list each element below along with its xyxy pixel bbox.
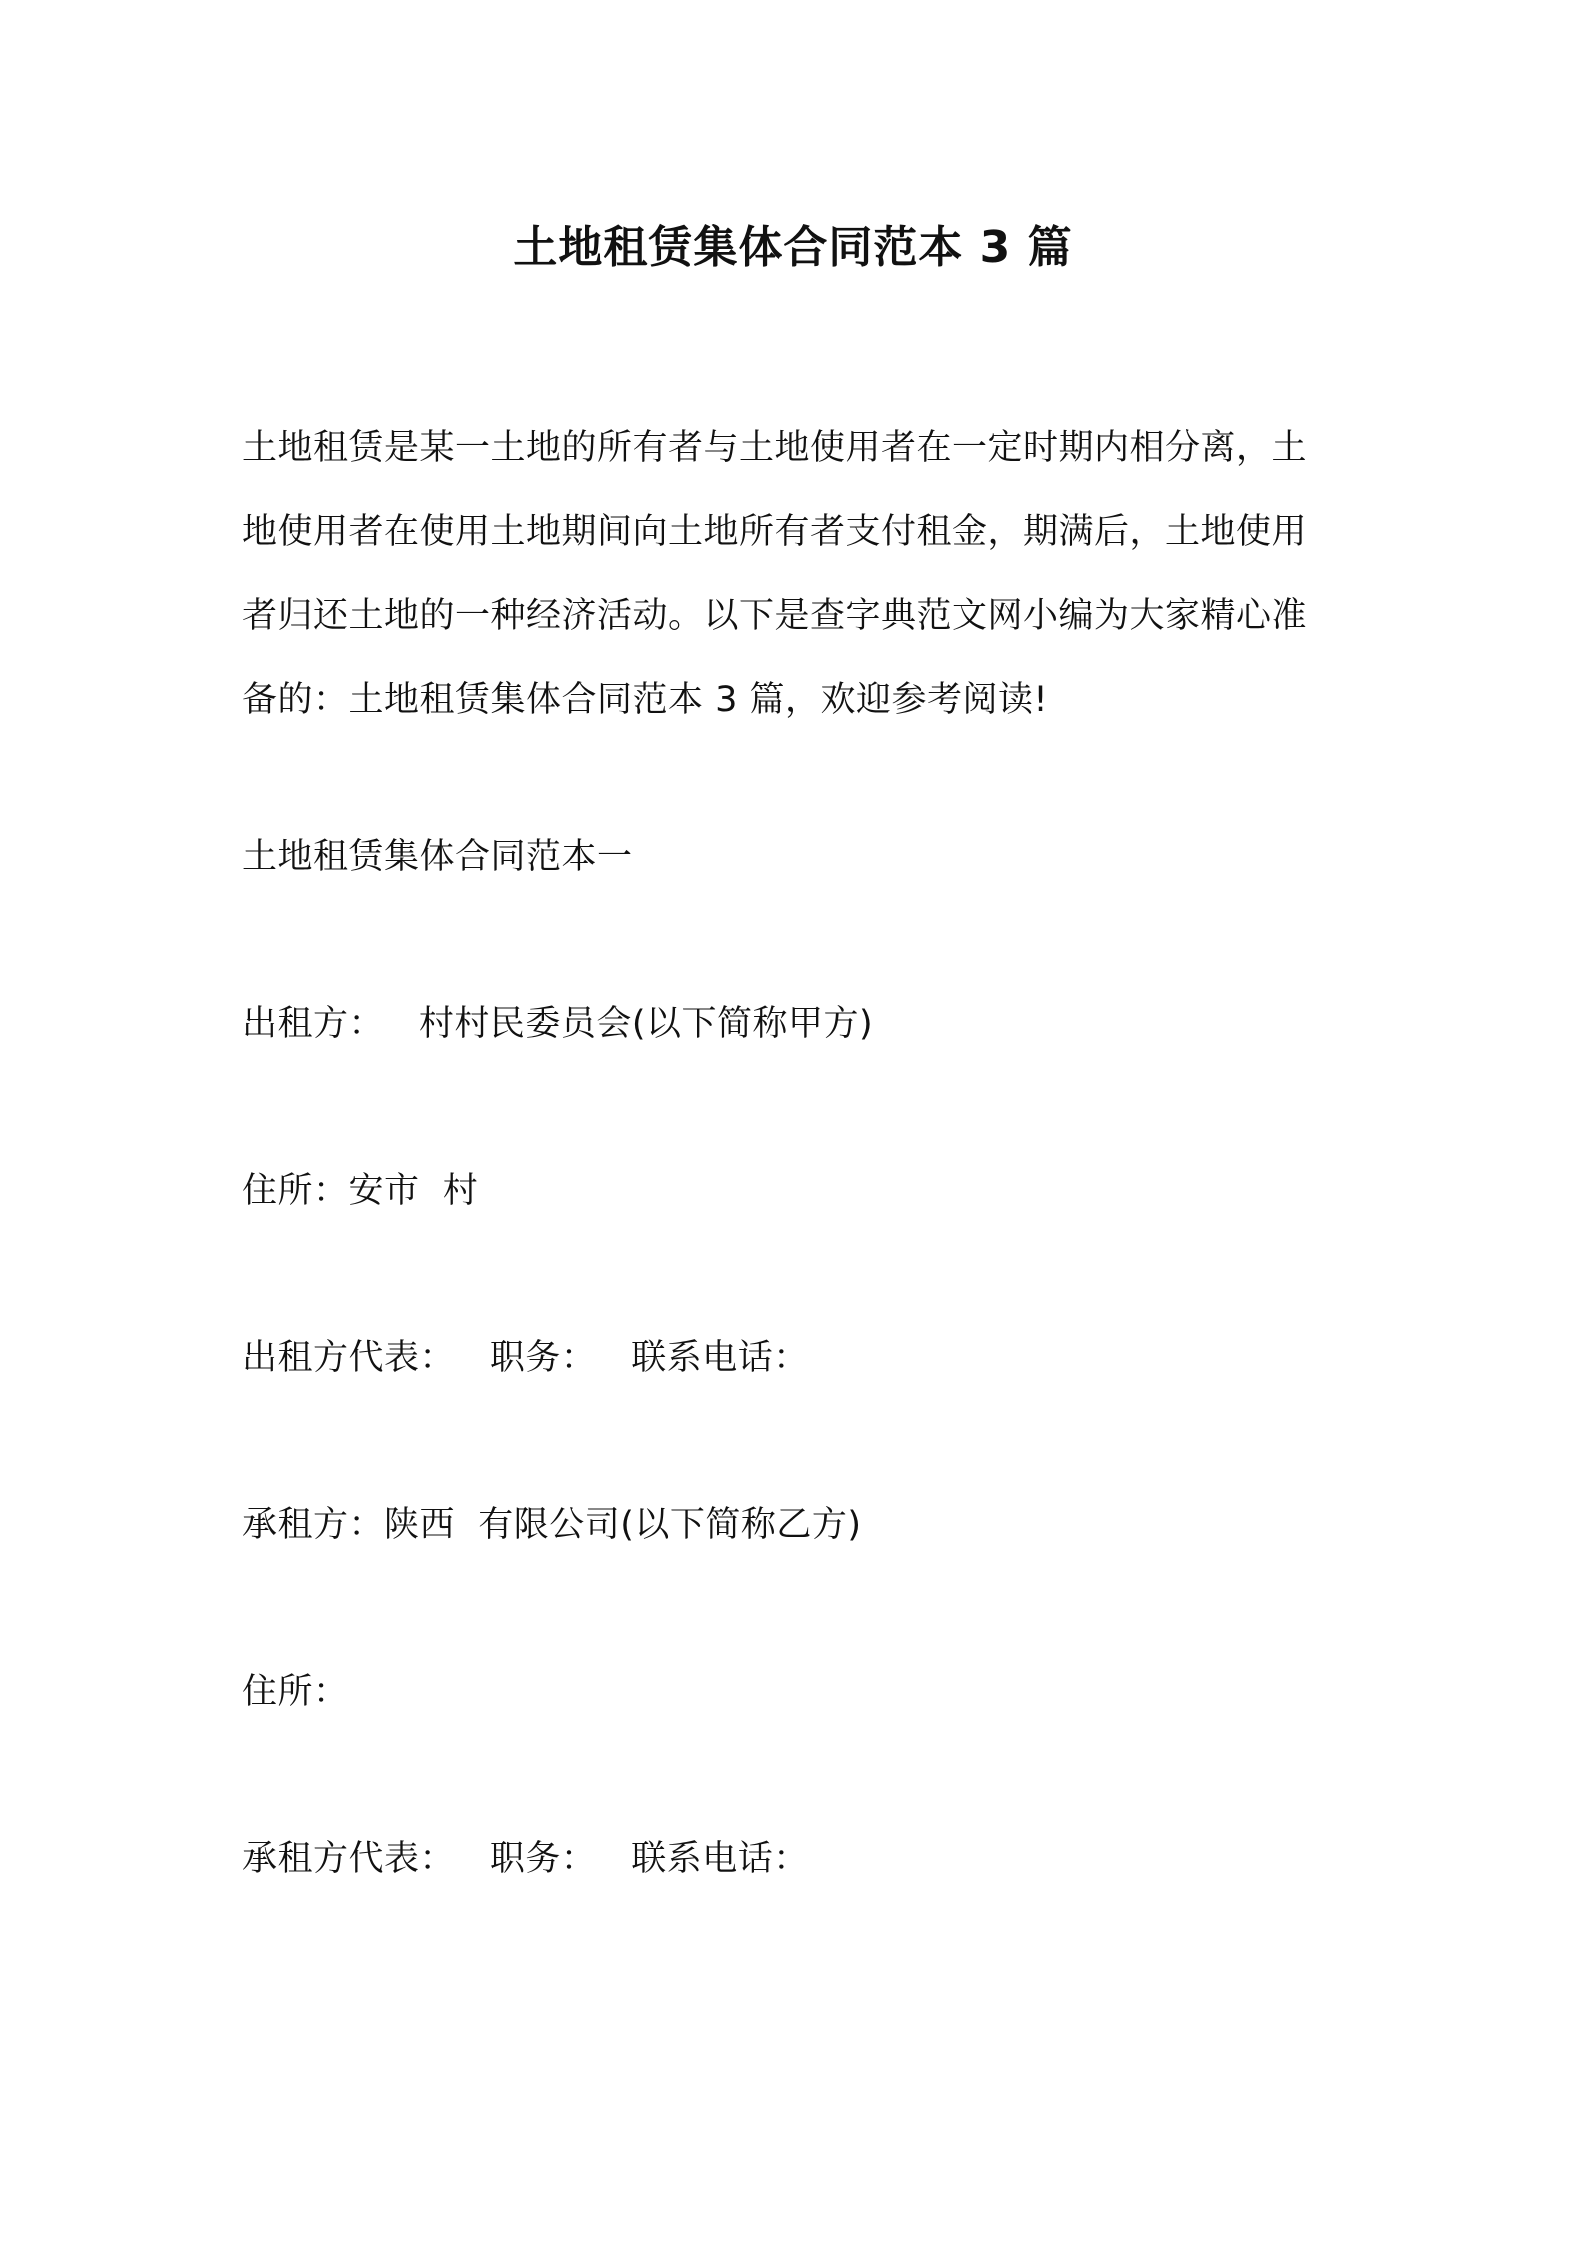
lessor-line: 出租方： 村村民委员会(以下简称甲方) xyxy=(242,1004,874,1044)
intro-line: 者归还土地的一种经济活动。以下是查字典范文网小编为大家精心准 xyxy=(242,596,1308,636)
lessor-address-line: 住所：安市 村 xyxy=(242,1171,479,1211)
section-heading: 土地租赁集体合同范本一 xyxy=(242,837,633,877)
lessee-address-line: 住所： xyxy=(242,1672,349,1712)
lessor-representative-line: 出租方代表： 职务： 联系电话： xyxy=(242,1338,809,1378)
document-title: 土地租赁集体合同范本 3 篇 xyxy=(513,222,1073,273)
lessee-representative-line: 承租方代表： 职务： 联系电话： xyxy=(242,1839,809,1879)
intro-paragraph xyxy=(242,406,1362,742)
intro-line: 地使用者在使用土地期间向土地所有者支付租金，期满后，土地使用 xyxy=(242,512,1308,552)
intro-line: 土地租赁是某一土地的所有者与土地使用者在一定时期内相分离，土 xyxy=(242,428,1308,468)
intro-line: 备的：土地租赁集体合同范本 3 篇，欢迎参考阅读! xyxy=(242,680,1049,720)
lessee-line: 承租方：陕西 有限公司(以下简称乙方) xyxy=(242,1505,862,1545)
